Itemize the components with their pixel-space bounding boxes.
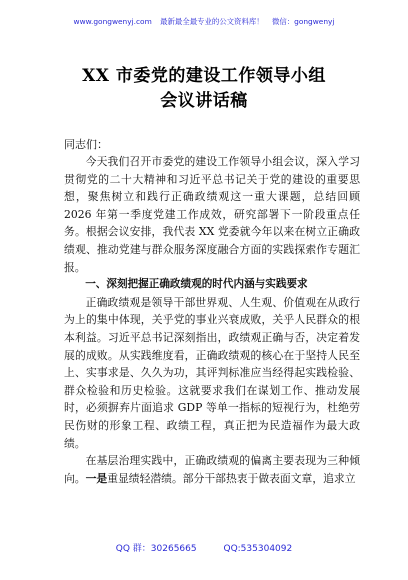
paragraph-intro: 今天我们召开市委党的建设工作领导小组会议，深入学习贯彻党的二十大精神和习近平总书记关于党的建设的重要思想，聚焦树立和践行正确政绩观这一重大课题，总结回顾 2026 年第一季度党建工作成效，研究部署下一阶段重点任务。根据会议安排，我代表 XX 党委就今年以来在树立正确政绩观、推动党建与群众服务深度融合方面的实践探索作专题汇报。	[64, 155, 360, 274]
paragraph-practice	[64, 452, 360, 487]
wechat-id: 微信：gongwenyj	[271, 17, 335, 26]
document-body	[64, 153, 360, 487]
paragraph-practice-lead: 在基层治理实践中，正确政绩观的偏离主要表现为三种倾向。	[64, 454, 360, 485]
document-title-line1: XX 市委党的建设工作领导小组	[82, 66, 326, 86]
site-slogan: 最新最全最专业的公文资料库！	[160, 17, 264, 26]
bottom-banner	[0, 541, 408, 554]
paragraph-body: 正确政绩观是领导干部世界观、人生观、价值观在从政行为上的集中体现，关乎党的事业兴衰成败，关乎人民群众的根本利益。习近平总书记深刻指出，政绩观正确与否，决定着发展的成败。从实践维度看，正确政绩观的核心在于坚持人民至上、实事求是、久久为功，其评判标准应当经得起实践检验、群众检验和历史检验。这就要求我们在谋划工作、推动发展时，必须摒弃片面追求 GDP 等单一指标的短视行为，杜绝劳民伤财的形象工程、政绩工程，真正把为民造福作为最大政绩。	[64, 295, 360, 450]
qq-number: QQ:535304092	[223, 544, 293, 554]
salutation: 同志们：	[64, 138, 108, 151]
paragraph-practice-tail: 重显绩轻潜绩。部分干部热衷于做表面文章，追求立	[107, 471, 356, 485]
site-link[interactable]: www.gongwenyj.com	[73, 17, 152, 26]
point-one-label: 一是	[85, 471, 108, 485]
top-banner	[0, 16, 408, 27]
section-heading: 一、深刻把握正确政绩观的时代内涵与实践要求	[85, 278, 308, 291]
document-title-line2: 会议讲话稿	[160, 91, 248, 111]
qq-group: QQ 群：30265665	[115, 544, 197, 554]
